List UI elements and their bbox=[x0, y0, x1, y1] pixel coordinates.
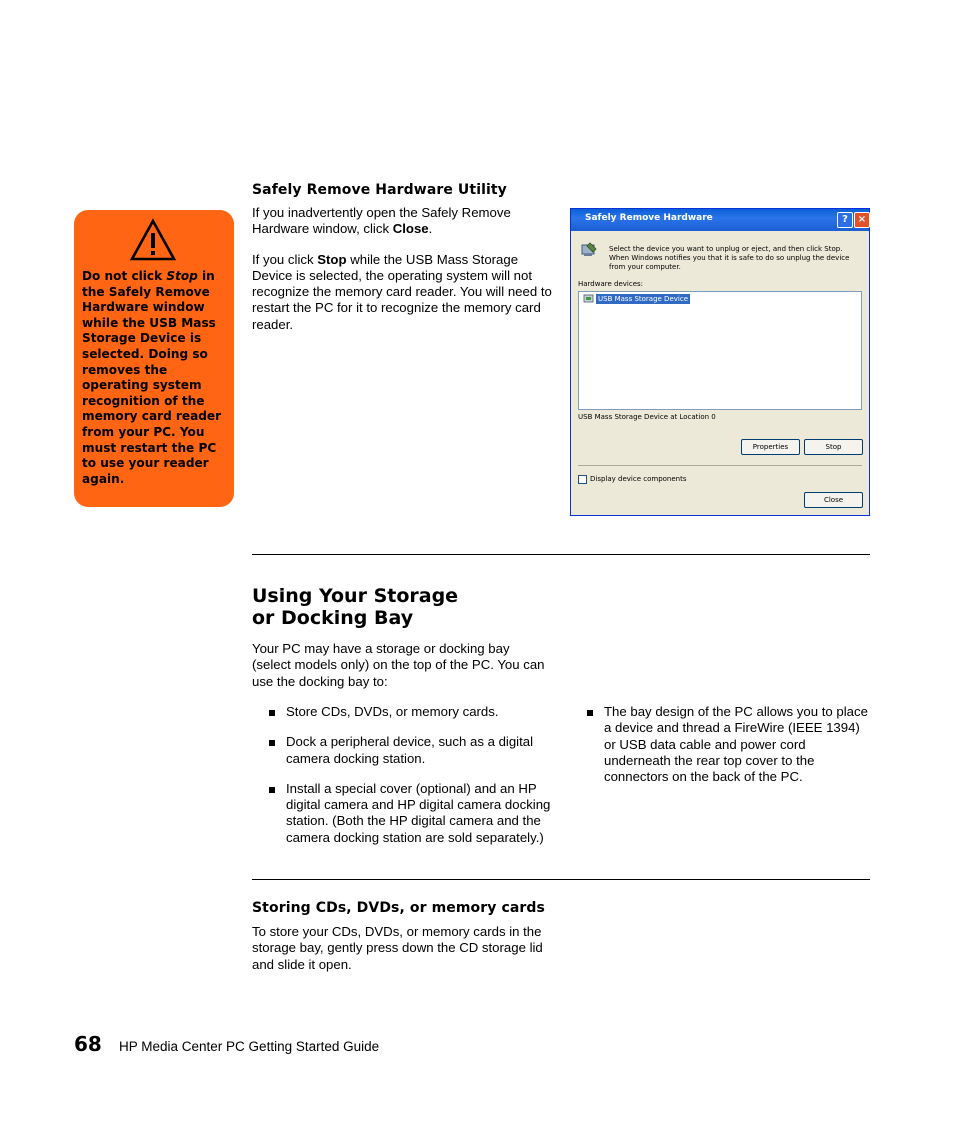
display-components-label[interactable]: Display device components bbox=[590, 475, 687, 483]
dialog-titlebar bbox=[571, 209, 869, 231]
guide-title: HP Media Center PC Getting Started Guide bbox=[119, 1039, 380, 1054]
section-divider bbox=[252, 554, 870, 555]
usb-device-icon bbox=[583, 294, 594, 304]
close-window-button[interactable]: × bbox=[854, 212, 870, 228]
usb-mass-storage-item[interactable]: USB Mass Storage Device bbox=[598, 295, 688, 303]
storage-bullets-left bbox=[269, 704, 552, 846]
section-divider bbox=[252, 879, 870, 880]
storing-media-heading: Storing CDs, DVDs, or memory cards bbox=[252, 900, 545, 916]
paragraph-stop: If you click Stop while the USB Mass Storage Device is selected, the operating system will not recognize the memory card reader. You will need to restart the PC for it to recognize the memory card reader. bbox=[252, 251, 552, 332]
safely-remove-dialog bbox=[570, 208, 870, 516]
help-button[interactable]: ? bbox=[837, 212, 853, 228]
storage-bay-intro: Your PC may have a storage or docking bay (select models only) on the top of the PC. You can use the docking bay to: bbox=[252, 641, 545, 689]
page-number: 68 bbox=[74, 1032, 102, 1056]
stop-button[interactable]: Stop bbox=[804, 439, 863, 455]
hardware-devices-label: Hardware devices: bbox=[578, 280, 644, 288]
dialog-instruction: Select the device you want to unplug or eject, and then click Stop. When Windows notifies you that it is safe to do so unplug the device from your computer. bbox=[609, 245, 850, 271]
paragraph-close: If you inadvertently open the Safely Remove Hardware window, click Close. bbox=[252, 205, 511, 237]
properties-button[interactable]: Properties bbox=[741, 439, 800, 455]
hardware-icon bbox=[580, 241, 598, 259]
bullet-special-cover: Install a special cover (optional) and an HP digital camera and HP digital camera docking station. (Both the HP digital camera and the camera docking station are sold separately.) bbox=[269, 781, 552, 846]
dialog-separator bbox=[578, 465, 862, 466]
warning-triangle-icon bbox=[129, 218, 177, 262]
warning-text: Do not click Stop in the Safely Remove Hardware window while the USB Mass Storage Device is selected. Doing so removes the operating system recognition of the memory card reader from your PC. You must restart the PC to use your reader again. bbox=[82, 269, 222, 486]
dialog-title: Safely Remove Hardware bbox=[585, 213, 713, 223]
display-components-checkbox[interactable] bbox=[578, 475, 587, 484]
hardware-devices-list[interactable] bbox=[578, 291, 862, 410]
safely-remove-text bbox=[252, 205, 552, 333]
bullet-store-media: Store CDs, DVDs, or memory cards. bbox=[269, 704, 552, 720]
storage-bay-title: Using Your Storage or Docking Bay bbox=[252, 585, 459, 629]
bullet-bay-design: The bay design of the PC allows you to place a device and thread a FireWire (IEEE 1394) or USB data cable and power cord underneath the rear top cover to the connectors on the back of the PC. bbox=[587, 704, 869, 785]
storing-media-text: To store your CDs, DVDs, or memory cards in the storage bay, gently press down the CD storage lid and slide it open. bbox=[252, 924, 543, 972]
device-location-label: USB Mass Storage Device at Location 0 bbox=[578, 413, 716, 421]
storage-bullets-right bbox=[587, 704, 869, 785]
dialog-close-button[interactable]: Close bbox=[804, 492, 863, 508]
warning-callout bbox=[74, 210, 234, 507]
bullet-dock-device: Dock a peripheral device, such as a digital camera docking station. bbox=[269, 734, 552, 767]
section-heading-safely-remove: Safely Remove Hardware Utility bbox=[252, 182, 507, 198]
